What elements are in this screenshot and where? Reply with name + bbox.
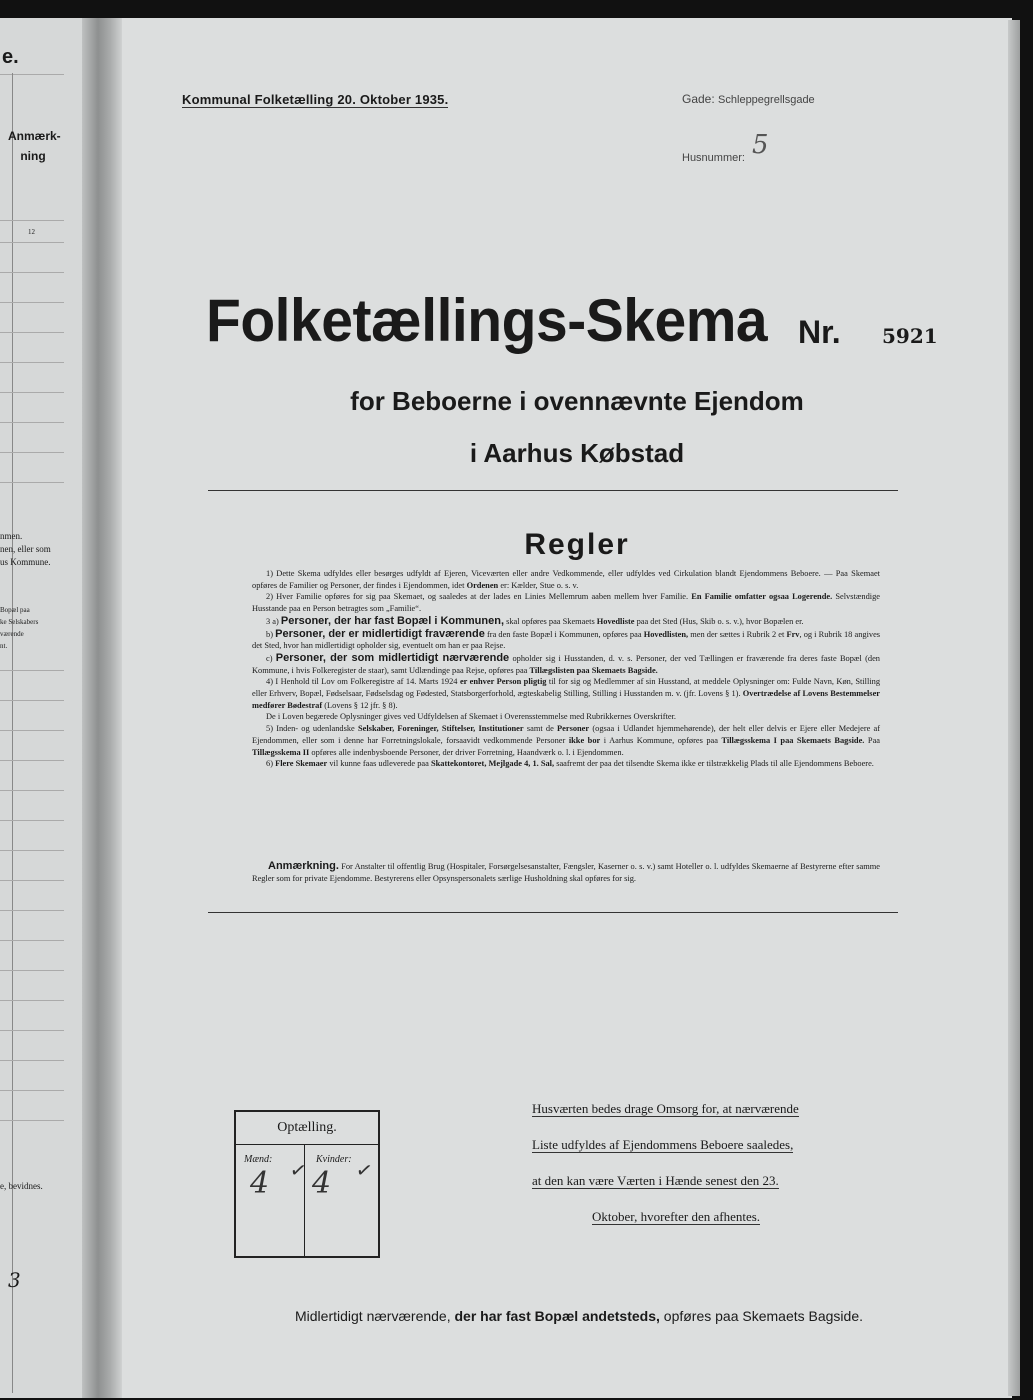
left-rule [0, 670, 64, 671]
count-box-title: Optælling. [277, 1120, 337, 1135]
left-column-line [12, 73, 13, 1393]
divider-rule [208, 912, 898, 913]
check-mark-icon: ✓ [288, 1156, 309, 1184]
men-count: 4 [250, 1166, 270, 1201]
left-rule [0, 392, 64, 393]
left-rule [0, 1120, 64, 1121]
left-fragment: nen, eller som [0, 544, 51, 554]
left-fragment: us Kommune. [0, 557, 51, 567]
rule-2: 2) Hver Familie opføres for sig paa Skemaet, og saaledes at der lades en Linies Mellemrum aaben mellem hver Familie. En Familie omfatter ogsaa Logerende. Selvstændige Husstande paa en Person betragtes som „Familie“. [252, 592, 881, 614]
remark-paragraph [252, 860, 880, 884]
left-rule [0, 242, 64, 243]
street-value: Schleppegrellsgade [718, 94, 815, 106]
left-rule [0, 452, 64, 453]
divider-rule [208, 490, 898, 491]
rule-3b: b) Personer, der er midlertidigt fraværende fra den faste Bopæl i Kommunen, opføres paa Hovedlisten, men der sættes i Rubrik 2 et Frv, og i Rubrik 18 angives det Sted, hvor han midlertidigt opholder sig, eventuelt om han er paa Rejse. [252, 627, 881, 651]
left-rule [0, 482, 64, 483]
house-number-value: 5 [752, 130, 769, 160]
left-rule [0, 790, 64, 791]
left-fragment: værende [0, 630, 24, 638]
form-number-label: Nr. [798, 314, 841, 350]
rule-4: 4) I Henhold til Lov om Folkeregistre af 14. Marts 1924 er enhver Person pligtig til for sig og Medlemmer af sin Husstand, at meddele Oplysninger om: Fulde Navn, Køn, Stilling eller Erhverv, Bopæl, Fødselsaar, Fødselsdag og Fødested, Statsborgerforhold, ægteskabelig Stilling, Stilling i Husstanden m. v. (jfr. Lovens § 1). Overtrædelse af Lovens Bestemmelser medfører Bødestraf (Lovens § 12 jfr. § 8). [252, 677, 881, 710]
rules-heading: Regler [524, 528, 630, 561]
left-rule [0, 940, 64, 941]
left-fragment: ke Selskabers [0, 618, 39, 626]
census-heading: Kommunal Folketælling 20. Oktober 1935. [182, 92, 449, 107]
form-subtitle-1: for Beboerne i ovennævnte Ejendom [350, 386, 804, 416]
note-line: Oktober, hvorefter den afhentes. [592, 1209, 761, 1224]
rule-4b: De i Loven begærede Oplysninger gives ved Udfyldelsen af Skemaet i Overensstemmelse med Rubrikkernes Overskrifter. [266, 712, 677, 722]
women-label: Kvinder: [316, 1154, 352, 1165]
footer-pre: Midlertidigt nærværende, [294, 1308, 451, 1324]
house-number-field [682, 130, 769, 168]
rule-3c: c) Personer, der som midlertidigt nærværende opholder sig i Husstanden, d. v. s. Personer, der ved Tællingen er fraværende fra deres faste Bopæl (den Kommune, i hvis Folkeregister de staar), samt Udlændinge paa Rejse, opføres paa Tillægslisten paa Skemaets Bagside. [252, 651, 880, 675]
left-fragment: nt. [0, 642, 8, 650]
left-rule [0, 220, 64, 221]
left-rule [0, 422, 64, 423]
left-rule [0, 1090, 64, 1091]
left-rule [0, 1060, 64, 1061]
left-rule [0, 970, 64, 971]
rule-1: 1) Dette Skema udfyldes eller besørges udfyldt af Ejeren, Viceværten eller andre Vedkommende, eller udfyldes ved Cirkulation blandt Ejendommens Beboere. — Paa Skemaet opføres de Familier og Personer, der findes i Ejendommen, idet Ordenen er: Kælder, Stue o. s. v. [252, 569, 880, 590]
women-count: 4 [312, 1166, 332, 1201]
count-box [234, 1110, 380, 1258]
left-fragment: Bopæl paa [0, 606, 30, 614]
rule-3a: 3 a) Personer, der har fast Bopæl i Kommunen, skal opføres paa Skemaets Hovedliste paa det Sted (Hus, Skib o. s. v.), hvor Bopælen er. [266, 614, 804, 627]
left-fragment: e, bevidnes. [0, 1181, 43, 1191]
footer-note [122, 1308, 1012, 1324]
note-line: Liste udfyldes af Ejendommens Beboere saaledes, [532, 1137, 794, 1152]
left-column-label-2: ning [20, 149, 46, 163]
note-line: at den kan være Værten i Hænde senest den 23. [532, 1173, 779, 1188]
note-line: Husværten bedes drage Omsorg for, at nærværende [532, 1101, 799, 1116]
street-field [682, 92, 815, 106]
left-rule [0, 910, 64, 911]
left-column-label-1: Anmærk- [8, 129, 61, 143]
left-page [0, 18, 82, 1398]
left-fragment: nmen. [0, 531, 23, 541]
left-rule [0, 332, 64, 333]
rules-text [252, 568, 880, 770]
footer-bold: der har fast Bopæl andetsteds, [454, 1308, 660, 1324]
left-heading-fragment: e. [2, 46, 19, 68]
left-rule [0, 850, 64, 851]
left-rule [0, 362, 64, 363]
men-label: Mænd: [244, 1154, 273, 1165]
census-form-page [122, 18, 1012, 1398]
rule-6: 6) Flere Skemaer vil kunne faas udleverede paa Skattekontoret, Mejlgade 4, 1. Sal, saafremt der paa det tilsendte Skema ikke er tilstrækkelig Plads til alle Ejendommens Beboere. [266, 759, 874, 769]
left-rule [0, 880, 64, 881]
count-box-divider [236, 1144, 378, 1145]
left-rule [0, 302, 64, 303]
page-edge [1008, 20, 1020, 1396]
left-rule [0, 1030, 64, 1031]
left-rule [0, 730, 64, 731]
left-rule [0, 74, 64, 75]
form-number-value: 5921 [882, 324, 938, 348]
left-rule [0, 760, 64, 761]
remark-lead: Anmærkning. [268, 860, 339, 872]
left-rule [0, 1000, 64, 1001]
left-column-number: 12 [28, 228, 35, 236]
footer-post: opføres paa Skemaets Bagside. [663, 1308, 864, 1324]
left-rule [0, 700, 64, 701]
street-label: Gade: [682, 92, 715, 106]
check-mark-icon: ✓ [354, 1156, 375, 1184]
left-rule [0, 820, 64, 821]
left-rule [0, 272, 64, 273]
form-subtitle-2: i Aarhus Købstad [469, 438, 685, 468]
house-number-label: Husnummer: [682, 152, 745, 164]
form-title: Folketællings-Skema [206, 287, 768, 354]
book-gutter [82, 18, 122, 1398]
rule-5: 5) Inden- og udenlandske Selskaber, Foreninger, Stiftelser, Institutioner samt de Personer (ogsaa i Udlandet hjemmehørende), der helt eller delvis er Ejere eller Medejere af Ejendommen, eller som i denne har Forretningslokale, forsaavidt vedkommende Personer ikke bor i Aarhus Kommune, opføres paa Tillægsskema I paa Skemaets Bagside. Paa Tillægsskema II opføres alle indenbysboende Personer, der driver Forretning, Haandværk o. l. i Ejendommen. [252, 724, 881, 757]
remark-text: For Anstalter til offentlig Brug (Hospitaler, Forsørgelsesanstalter, Fængsler, Kaserner o. s. v.) samt Hoteller o. l. udfyldes Skemaerne af Bestyrerne efter samme Regler som for private Ejendomme. Bestyrerens eller Opsynspersonalets særlige Husholdning skal opføres for sig. [252, 862, 880, 883]
left-handwritten-number: 3 [8, 1268, 21, 1292]
left-column-header [8, 126, 61, 166]
